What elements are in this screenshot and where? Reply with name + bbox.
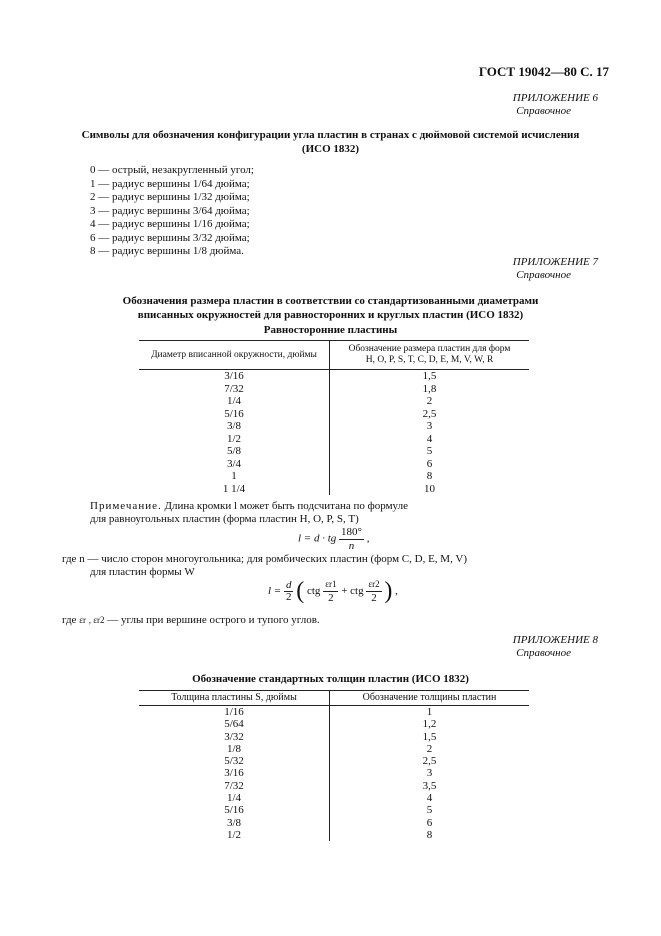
note-line-5 bbox=[62, 614, 320, 626]
cell-thickness: 5/64 bbox=[139, 718, 330, 730]
table-row bbox=[139, 718, 529, 730]
note-text: Длина кромки l может быть подсчитана по формуле bbox=[164, 500, 408, 512]
table-row bbox=[139, 829, 529, 841]
page-header: ГОСТ 19042—80 С. 17 bbox=[478, 64, 609, 79]
table-row bbox=[139, 395, 529, 408]
cell-designation: 3 bbox=[426, 767, 433, 780]
section-1-title bbox=[0, 128, 661, 156]
list-item: 3 — радиус вершины 3/64 дюйма; bbox=[90, 204, 250, 217]
appendix-6-subtitle: Справочное bbox=[516, 105, 571, 117]
section-2-title bbox=[0, 294, 661, 322]
formula-1-end: , bbox=[366, 532, 370, 545]
table-row bbox=[139, 792, 529, 804]
cell-thickness: 3/16 bbox=[139, 767, 330, 779]
table-row bbox=[139, 445, 529, 458]
cell-thickness: 5/32 bbox=[139, 755, 330, 767]
table-row bbox=[139, 433, 529, 446]
section-2-title-line1: Обозначения размера пластин в соответствии со стандартизованными диаметрами bbox=[122, 295, 539, 307]
section-2-title-line2: вписанных окружностей для равносторонних и круглых пластин (ИСО 1832) bbox=[137, 309, 524, 321]
cell-thickness: 3/8 bbox=[139, 817, 330, 829]
cell-designation: 10 bbox=[424, 482, 435, 495]
left-paren: ( bbox=[296, 578, 305, 604]
cell-diameter: 3/16 bbox=[139, 370, 330, 383]
cell-thickness: 1/8 bbox=[139, 743, 330, 755]
list-item: 4 — радиус вершины 1/16 дюйма; bbox=[90, 218, 250, 230]
formula-2-two: 2 bbox=[285, 591, 292, 603]
list-item: 2 — радиус вершины 1/32 дюйма; bbox=[90, 191, 250, 203]
cell-diameter: 3/4 bbox=[139, 458, 330, 471]
note-line-5-pre: где bbox=[62, 614, 77, 626]
cell-designation: 8 bbox=[426, 828, 433, 841]
cell-designation: 6 bbox=[426, 816, 433, 829]
note-label: Примечание. bbox=[90, 500, 162, 512]
cell-diameter: 7/32 bbox=[139, 383, 330, 396]
cell-designation: 1,8 bbox=[422, 382, 437, 395]
formula-2 bbox=[268, 578, 398, 605]
formula-2-lhs: l = bbox=[268, 585, 282, 598]
appendix-7-subtitle: Справочное bbox=[516, 269, 571, 281]
formula-1-lhs: l = d · tg bbox=[298, 532, 337, 545]
list-item: 1 — радиус вершины 1/64 дюйма; bbox=[90, 177, 250, 190]
note-line-5-eps1: εr bbox=[79, 615, 86, 625]
note-line-1 bbox=[90, 500, 408, 512]
column-header-designation bbox=[330, 341, 530, 370]
table-row bbox=[139, 408, 529, 421]
table-header-row bbox=[139, 691, 529, 706]
cell-designation: 1 bbox=[426, 706, 433, 718]
appendix-8-subtitle: Справочное bbox=[516, 647, 571, 659]
cell-diameter: 3/8 bbox=[139, 420, 330, 433]
cell-thickness: 5/16 bbox=[139, 804, 330, 816]
table-row bbox=[139, 370, 529, 383]
section-3-title: Обозначение стандартных толщин пластин (ИСО 1832) bbox=[192, 673, 469, 685]
cell-designation: 1,5 bbox=[422, 370, 437, 382]
corner-symbols-list bbox=[90, 164, 254, 259]
table-row bbox=[139, 383, 529, 396]
table-row bbox=[139, 458, 529, 471]
appendix-8-title: ПРИЛОЖЕНИЕ 8 bbox=[512, 634, 598, 646]
table-row bbox=[139, 755, 529, 767]
formula-2-ctg1: ctg bbox=[306, 585, 321, 598]
cell-designation: 8 bbox=[426, 470, 433, 482]
cell-designation: 1,2 bbox=[422, 718, 437, 731]
note-line-3: где n — число сторон многоугольника; для ромбических пластин (форм C, D, E, M, V) bbox=[62, 553, 467, 565]
cell-diameter: 1/2 bbox=[139, 433, 330, 446]
table-row bbox=[139, 804, 529, 816]
column-header-thickness: Толщина пластины S, дюймы bbox=[139, 691, 330, 706]
cell-designation: 6 bbox=[426, 457, 433, 470]
right-paren: ) bbox=[384, 578, 393, 604]
cell-designation: 5 bbox=[426, 804, 433, 817]
cell-designation: 2 bbox=[426, 742, 433, 755]
formula-2-den2: 2 bbox=[371, 592, 377, 604]
formula-2-plus: + ctg bbox=[341, 585, 364, 598]
cell-thickness: 7/32 bbox=[139, 780, 330, 792]
note-line-4: для пластин формы W bbox=[90, 566, 195, 578]
table-row bbox=[139, 420, 529, 433]
cell-designation: 1,5 bbox=[422, 730, 437, 743]
inscribed-diameter-table bbox=[139, 340, 529, 495]
column-header-designation-line2: H, O, P, S, T, C, D, E, M, V, W, R bbox=[365, 355, 494, 365]
formula-2-frac1 bbox=[323, 578, 338, 605]
formula-1-fraction bbox=[339, 526, 364, 552]
formula-2-eps1: εr1 bbox=[323, 578, 338, 592]
list-item: 0 — острый, незакругленный угол; bbox=[90, 164, 254, 176]
column-header-designation-line1: Обозначение размера пластин для форм bbox=[348, 344, 511, 354]
table-row bbox=[139, 706, 529, 719]
table-header-row bbox=[139, 341, 529, 370]
formula-2-end: , bbox=[395, 585, 398, 598]
cell-thickness: 1/16 bbox=[139, 706, 330, 719]
appendix-7-title: ПРИЛОЖЕНИЕ 7 bbox=[512, 256, 598, 268]
list-item: 6 — радиус вершины 3/32 дюйма; bbox=[90, 231, 250, 244]
cell-designation: 2,5 bbox=[422, 755, 437, 768]
table-row bbox=[139, 780, 529, 792]
formula-2-frac2 bbox=[366, 578, 381, 605]
note-line-5-post: — углы при вершине острого и тупого углов. bbox=[107, 614, 320, 626]
column-header-thickness-designation: Обозначение толщины пластин bbox=[330, 691, 530, 706]
cell-thickness: 1/4 bbox=[139, 792, 330, 804]
cell-designation: 2 bbox=[426, 395, 433, 407]
table-row bbox=[139, 743, 529, 755]
cell-thickness: 1/2 bbox=[139, 829, 330, 841]
cell-thickness: 3/32 bbox=[139, 731, 330, 743]
cell-designation: 3 bbox=[426, 420, 433, 432]
cell-designation: 4 bbox=[426, 792, 433, 805]
note-line-5-eps2: , εr2 bbox=[88, 615, 105, 625]
formula-2-half bbox=[284, 579, 294, 604]
thickness-table bbox=[139, 690, 529, 841]
table-row bbox=[139, 483, 529, 496]
cell-diameter: 1 1/4 bbox=[139, 483, 330, 496]
section-2-subtitle: Равносторонние пластины bbox=[263, 324, 398, 336]
cell-diameter: 1 bbox=[139, 470, 330, 483]
table-row bbox=[139, 470, 529, 483]
cell-designation: 4 bbox=[426, 432, 433, 445]
formula-2-eps2: εr2 bbox=[366, 578, 381, 592]
list-item: 8 — радиус вершины 1/8 дюйма. bbox=[90, 245, 244, 257]
cell-diameter: 5/16 bbox=[139, 408, 330, 421]
formula-2-d: d bbox=[285, 579, 292, 591]
cell-designation: 3,5 bbox=[422, 779, 437, 792]
cell-diameter: 1/4 bbox=[139, 395, 330, 408]
table-row bbox=[139, 817, 529, 829]
appendix-6-title: ПРИЛОЖЕНИЕ 6 bbox=[512, 92, 598, 104]
section-1-title-line2: (ИСО 1832) bbox=[301, 143, 360, 155]
cell-designation: 5 bbox=[426, 445, 433, 457]
cell-designation: 2,5 bbox=[422, 407, 437, 420]
formula-1-denominator: n bbox=[348, 540, 355, 552]
note-line-2: для равноугольных пластин (форма пластин H, O, P, S, T) bbox=[90, 513, 359, 525]
formula-1-numerator: 180° bbox=[341, 526, 362, 538]
table-row bbox=[139, 731, 529, 743]
section-1-title-line1: Символы для обозначения конфигурации угла пластин в странах с дюймовой системой исчисления bbox=[81, 129, 580, 141]
cell-diameter: 5/8 bbox=[139, 445, 330, 458]
column-header-diameter: Диаметр вписанной окружности, дюймы bbox=[139, 341, 330, 370]
formula-1 bbox=[298, 526, 369, 552]
table-row bbox=[139, 767, 529, 779]
formula-2-den1: 2 bbox=[328, 592, 334, 604]
